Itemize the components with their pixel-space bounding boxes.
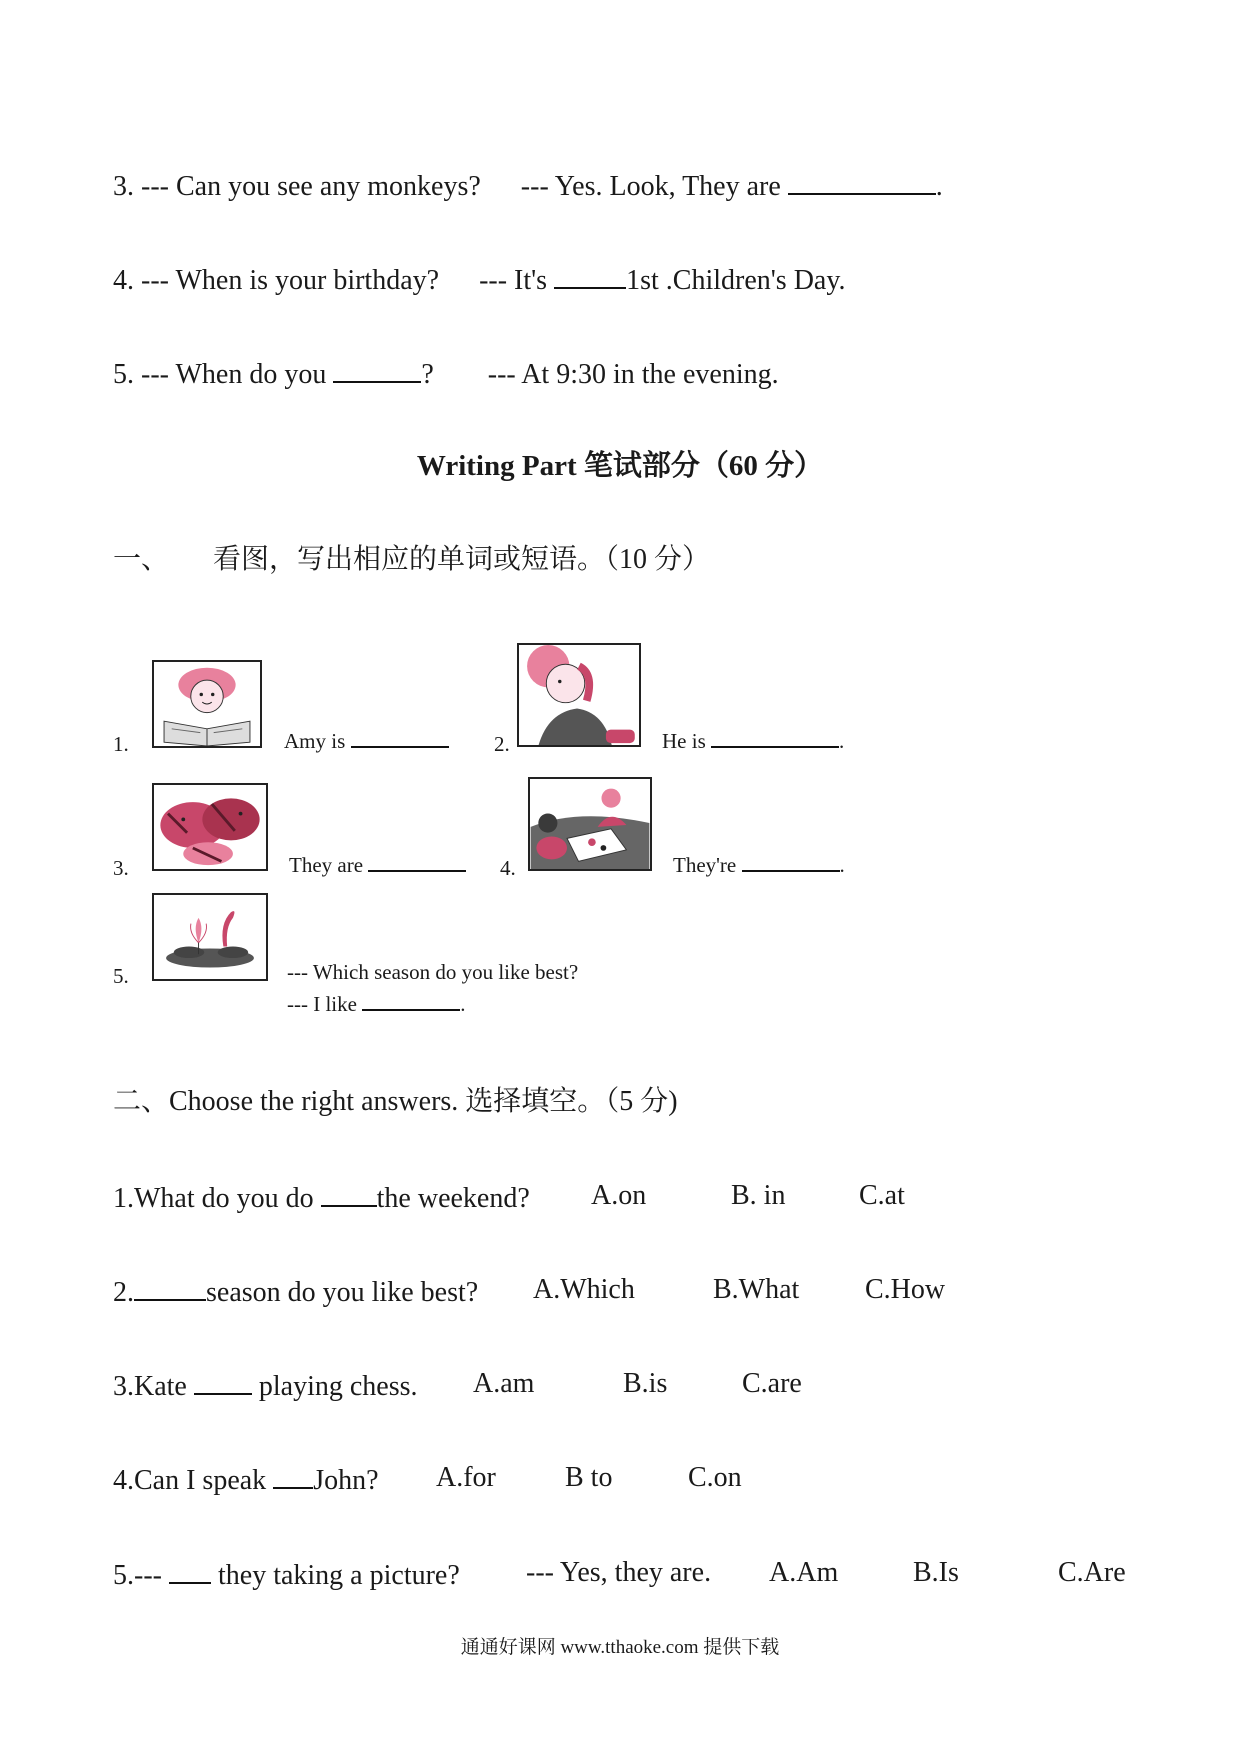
answer-blank[interactable]	[788, 167, 936, 195]
option-a[interactable]: A.on	[591, 1180, 647, 1211]
answer-blank[interactable]	[368, 852, 466, 872]
option-c[interactable]: C.Are	[1058, 1557, 1126, 1588]
option-b[interactable]: B to	[565, 1462, 613, 1493]
picture-girl-reading	[152, 660, 262, 748]
writing-part-title: Writing Part 笔试部分（60 分）	[416, 450, 824, 482]
choice-question-5: 5.--- they taking a picture? --- Yes, they are. A.Am B.Is C.Are	[113, 1557, 1126, 1591]
item2-caption: He is .	[662, 729, 845, 753]
answer-blank[interactable]	[742, 852, 840, 872]
option-a[interactable]: A.for	[436, 1462, 496, 1493]
item5-question: --- Which season do you like best?	[287, 960, 579, 984]
listening-q3: 3. --- Can you see any monkeys? --- Yes. Look, They are .	[113, 167, 943, 204]
q5-question: 5. --- When do you	[113, 359, 327, 390]
option-a[interactable]: A.Am	[769, 1557, 839, 1588]
item3-caption: They are	[289, 852, 466, 877]
answer-blank[interactable]	[554, 261, 626, 289]
section1-number: 一、	[113, 544, 170, 575]
choice-question-3: 3.Kate playing chess. A.am B.is C.are	[113, 1368, 802, 1402]
option-c[interactable]: C.on	[688, 1462, 742, 1493]
q3-question: 3. --- Can you see any monkeys?	[113, 171, 481, 202]
picture-lotus-pond	[152, 893, 268, 981]
q4-question: 4. --- When is your birthday?	[113, 265, 440, 296]
q5-answer: --- At 9:30 in the evening.	[487, 359, 779, 390]
item-number: 4.	[500, 856, 516, 880]
item-number: 5.	[113, 964, 129, 988]
listening-q5: 5. --- When do you ? --- At 9:30 in the evening.	[113, 355, 779, 392]
q3-answer: --- Yes. Look, They are	[520, 171, 781, 202]
option-c[interactable]: C.How	[865, 1274, 946, 1305]
option-b[interactable]: B.Is	[913, 1557, 959, 1588]
choice-question-4: 4.Can I speak John? A.for B to C.on	[113, 1462, 742, 1496]
item-number: 3.	[113, 856, 129, 880]
choice-question-1: 1.What do you do the weekend? A.on B. in C.at	[113, 1180, 905, 1214]
option-mid-answer: --- Yes, they are.	[526, 1557, 712, 1588]
item5-answer: --- I like .	[287, 992, 466, 1016]
item4-caption: They're .	[673, 853, 845, 877]
item-number: 2.	[494, 732, 510, 756]
item-number: 1.	[113, 732, 129, 756]
answer-blank[interactable]	[362, 991, 460, 1011]
option-a[interactable]: A.am	[473, 1368, 535, 1399]
listening-q4: 4. --- When is your birthday? --- It's 1st .Children's Day.	[113, 261, 846, 298]
section2-heading: 二、Choose the right answers. 选择填空。（5 分)	[113, 1086, 678, 1117]
picture-tigers	[152, 783, 268, 871]
answer-blank[interactable]	[194, 1367, 252, 1395]
option-b[interactable]: B. in	[731, 1180, 786, 1211]
section1-instruction: 看图，写出相应的单词或短语。（10 分）	[213, 544, 711, 575]
q4-answer: --- It's	[479, 265, 548, 296]
footer-credit: 通通好课网 www.tthaoke.com 提供下载	[460, 1637, 780, 1658]
choice-question-2: 2. season do you like best? A.Which B.What C.How	[113, 1274, 946, 1308]
answer-blank[interactable]	[351, 728, 449, 748]
answer-blank[interactable]	[273, 1461, 313, 1489]
answer-blank[interactable]	[169, 1556, 211, 1584]
answer-blank[interactable]	[134, 1273, 206, 1301]
option-a[interactable]: A.Which	[533, 1274, 635, 1305]
option-b[interactable]: B.What	[713, 1274, 800, 1305]
option-c[interactable]: C.are	[742, 1368, 802, 1399]
answer-blank[interactable]	[333, 355, 421, 383]
option-b[interactable]: B.is	[623, 1368, 668, 1399]
picture-boy-on-phone	[517, 643, 641, 747]
section1-heading	[113, 543, 710, 577]
picture-picnic	[528, 777, 652, 871]
item1-caption: Amy is	[284, 728, 449, 753]
answer-blank[interactable]	[711, 728, 839, 748]
answer-blank[interactable]	[321, 1179, 377, 1207]
option-c[interactable]: C.at	[859, 1180, 905, 1211]
